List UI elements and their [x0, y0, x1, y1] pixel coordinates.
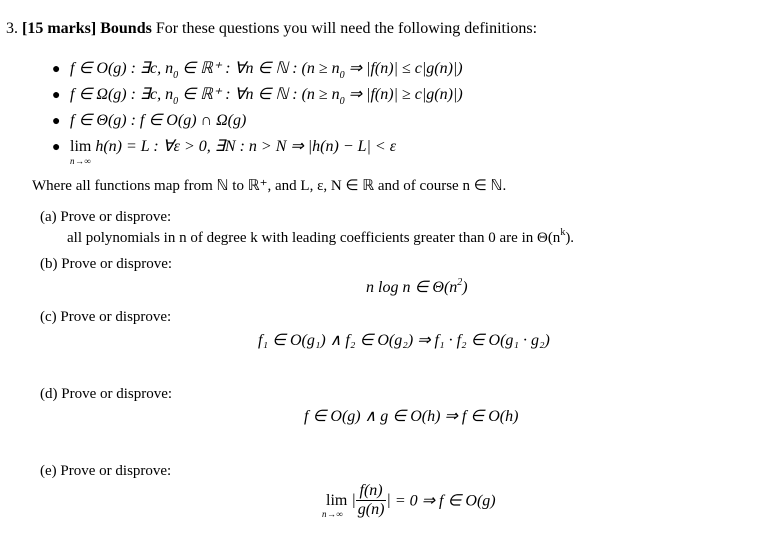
fraction-denominator: g(n): [357, 501, 385, 518]
question-marks: [15 marks]: [22, 20, 97, 37]
part-b-formula: n log n ∈ $\Theta(n^2)$: [366, 277, 468, 296]
question-header: [6, 20, 537, 38]
part-d-prompt: (d) Prove or disprove:: [40, 386, 173, 402]
part-c-formula: f₁ ∈ O(g₁) ∧ f₂ ∈ O(g₂) ⇒ f₁ · f₂ ∈ O(g₁ · g₂): [258, 332, 550, 349]
question-intro: For these questions you will need the following definitions:: [155, 20, 538, 37]
part-d-formula: f ∈ O(g) ∧ g ∈ O(h) ⇒ f ∈ O(h): [304, 408, 519, 425]
part-b-prompt: (b) Prove or disprove:: [40, 256, 173, 272]
definition-big-omega: ● f ∈ Ω(g) : ∃c, $n_0$ ∈ ℝ⁺ : ∀n ∈ ℕ : ($n \ge n_0$ ⇒ |f(n)| ≥ c|g(n)|): [52, 86, 463, 107]
part-a-prompt: (a) Prove or disprove:: [40, 209, 172, 225]
part-c-prompt: (c) Prove or disprove:: [40, 309, 172, 325]
question-topic: Bounds: [100, 20, 152, 37]
definition-big-theta: ● f ∈ Θ(g) : f ∈ O(g) ∩ Ω(g): [52, 112, 247, 129]
domain-note: Where all functions map from ℕ to ℝ⁺, and L, ε, N ∈ ℝ and of course n ∈ ℕ.: [32, 178, 507, 194]
part-a-body: all polynomials in n of degree k with leading coefficients greater than 0 are in $\Theta(n^k)$.: [67, 227, 575, 246]
part-e-formula: lim n→∞ | $\frac{f(n)}{g(n)}$ | = 0 ⇒ f ∈ O(g): [322, 482, 496, 519]
definition-limit: ● lim n→∞ h(n) = L : ∀ε > 0, ∃N : n > N ⇒ |h(n) − L| < ε: [52, 138, 397, 166]
definition-big-o: ● f ∈ O(g) : ∃c, $n_0$ ∈ ℝ⁺ : ∀n ∈ ℕ : ($n \ge n_0$ ⇒ |f(n)| ≤ c|g(n)|): [52, 60, 463, 81]
part-e-prompt: (e) Prove or disprove:: [40, 463, 172, 479]
fraction-numerator: f(n): [356, 482, 387, 501]
question-number: 3.: [6, 20, 18, 37]
